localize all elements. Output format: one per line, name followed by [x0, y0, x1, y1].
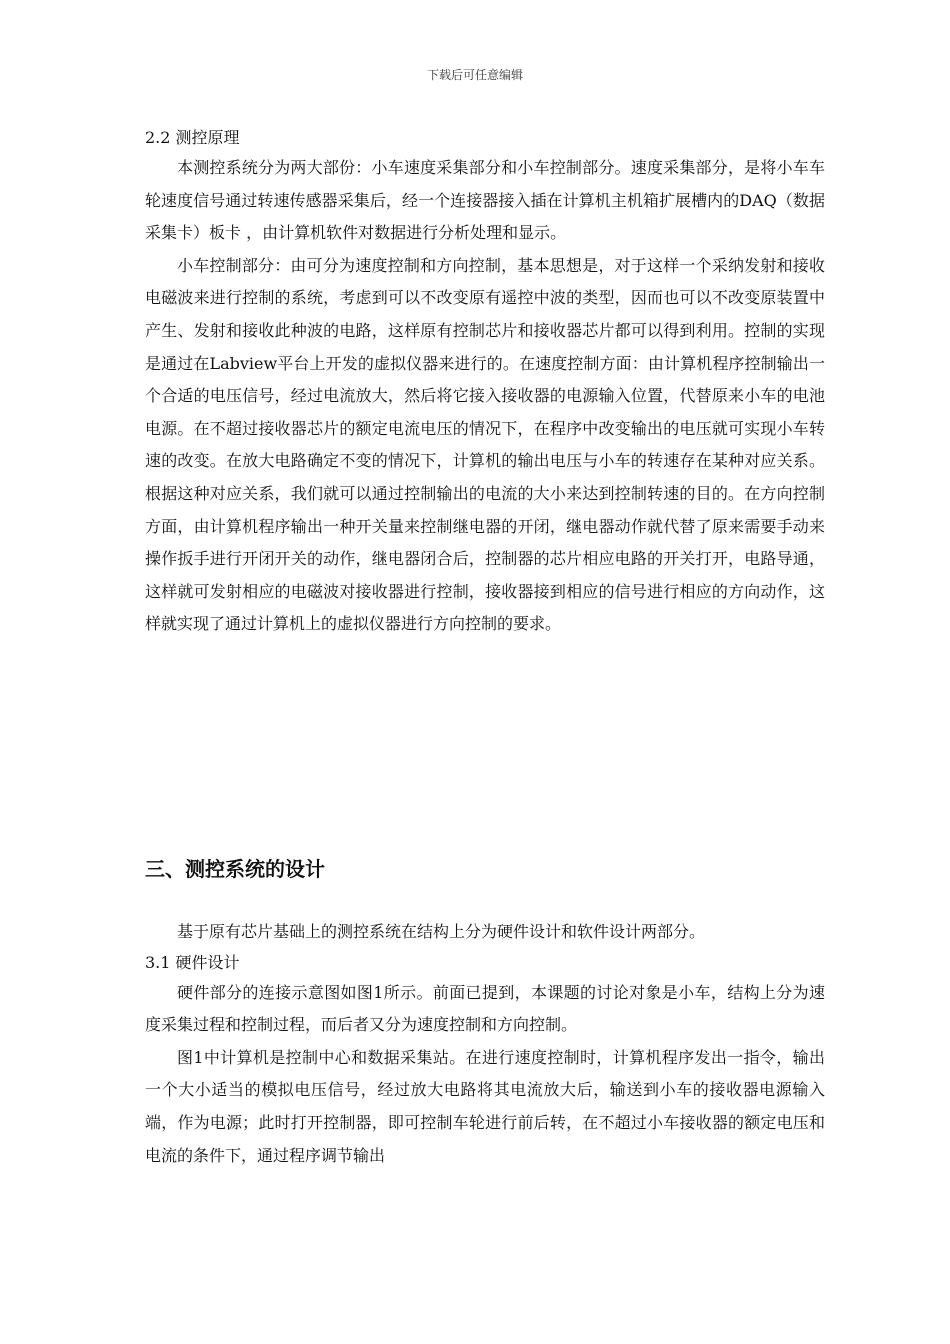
section-2-2-title: 2.2 测控原理	[145, 128, 240, 147]
paragraph: 硬件部分的连接示意图如图1所示。前面已提到，本课题的讨论对象是小车，结构上分为速度采集过程和控制过程，而后者又分为速度控制和方向控制。	[145, 982, 825, 1035]
paragraph: 图1中计算机是控制中心和数据采集站。在进行速度控制时，计算机程序发出一指令，输出一个大小适当的模拟电压信号，经过放大电路将其电流放大后，输送到小车的接收器电源输入端，作为电源；此时打开控制器，即可控制车轮进行前后转，在不超过小车接收器的额定电压和电流的条件下，通过程序调节输出	[145, 1047, 825, 1165]
section-3-1-title: 3.1 硬件设计	[145, 952, 240, 972]
paragraph: 基于原有芯片基础上的测控系统在结构上分为硬件设计和软件设计两部分。	[177, 922, 706, 941]
header-note: 下载后可任意编辑	[426, 68, 523, 82]
section-3-title: 三、测控系统的设计	[145, 857, 325, 881]
paragraph: 小车控制部分：由可分为速度控制和方向控制，基本思想是，对于这样一个采纳发射和接收电磁波来进行控制的系统，考虑到可以不改变原有遥控中波的类型，因而也可以不改变原装置中产生、发射和接收此种波的电路，这样原有控制芯片和接收器芯片都可以得到利用。控制的实现是通过在Labview平台上开发的虚拟仪器来进行的。在速度控制方面：由计算机程序控制输出一个合适的电压信号，经过电流放大，然后将它接入接收器的电源输入位置，代替原来小车的电池电源。在不超过接收器芯片的额定电流电压的情况下，在程序中改变输出的电压就可实现小车转速的改变。在放大电路确定不变的情况下，计算机的输出电压与小车的转速存在某种对应关系。根据这种对应关系，我们就可以通过控制输出的电流的大小来达到控制转速的目的。在方向控制方面，由计算机程序输出一种开关量来控制继电器的开闭，继电器动作就代替了原来需要手动来操作扳手进行开闭开关的动作，继电器闭合后，控制器的芯片相应电路的开关打开，电路导通，这样就可发射相应的电磁波对接收器进行控制，接收器接到相应的信号进行相应的方向动作，这样就实现了通过计算机上的虚拟仪器进行方向控制的要求。	[145, 255, 825, 634]
paragraph: 本测控系统分为两大部份：小车速度采集部分和小车控制部分。速度采集部分，是将小车车轮速度信号通过转速传感器采集后，经一个连接器接入插在计算机主机箱扩展槽内的DAQ（数据采集卡）板卡 ，由计算机软件对数据进行分析处理和显示。	[145, 158, 825, 243]
section-2-2	[145, 124, 825, 641]
section-3-body	[145, 916, 825, 1172]
